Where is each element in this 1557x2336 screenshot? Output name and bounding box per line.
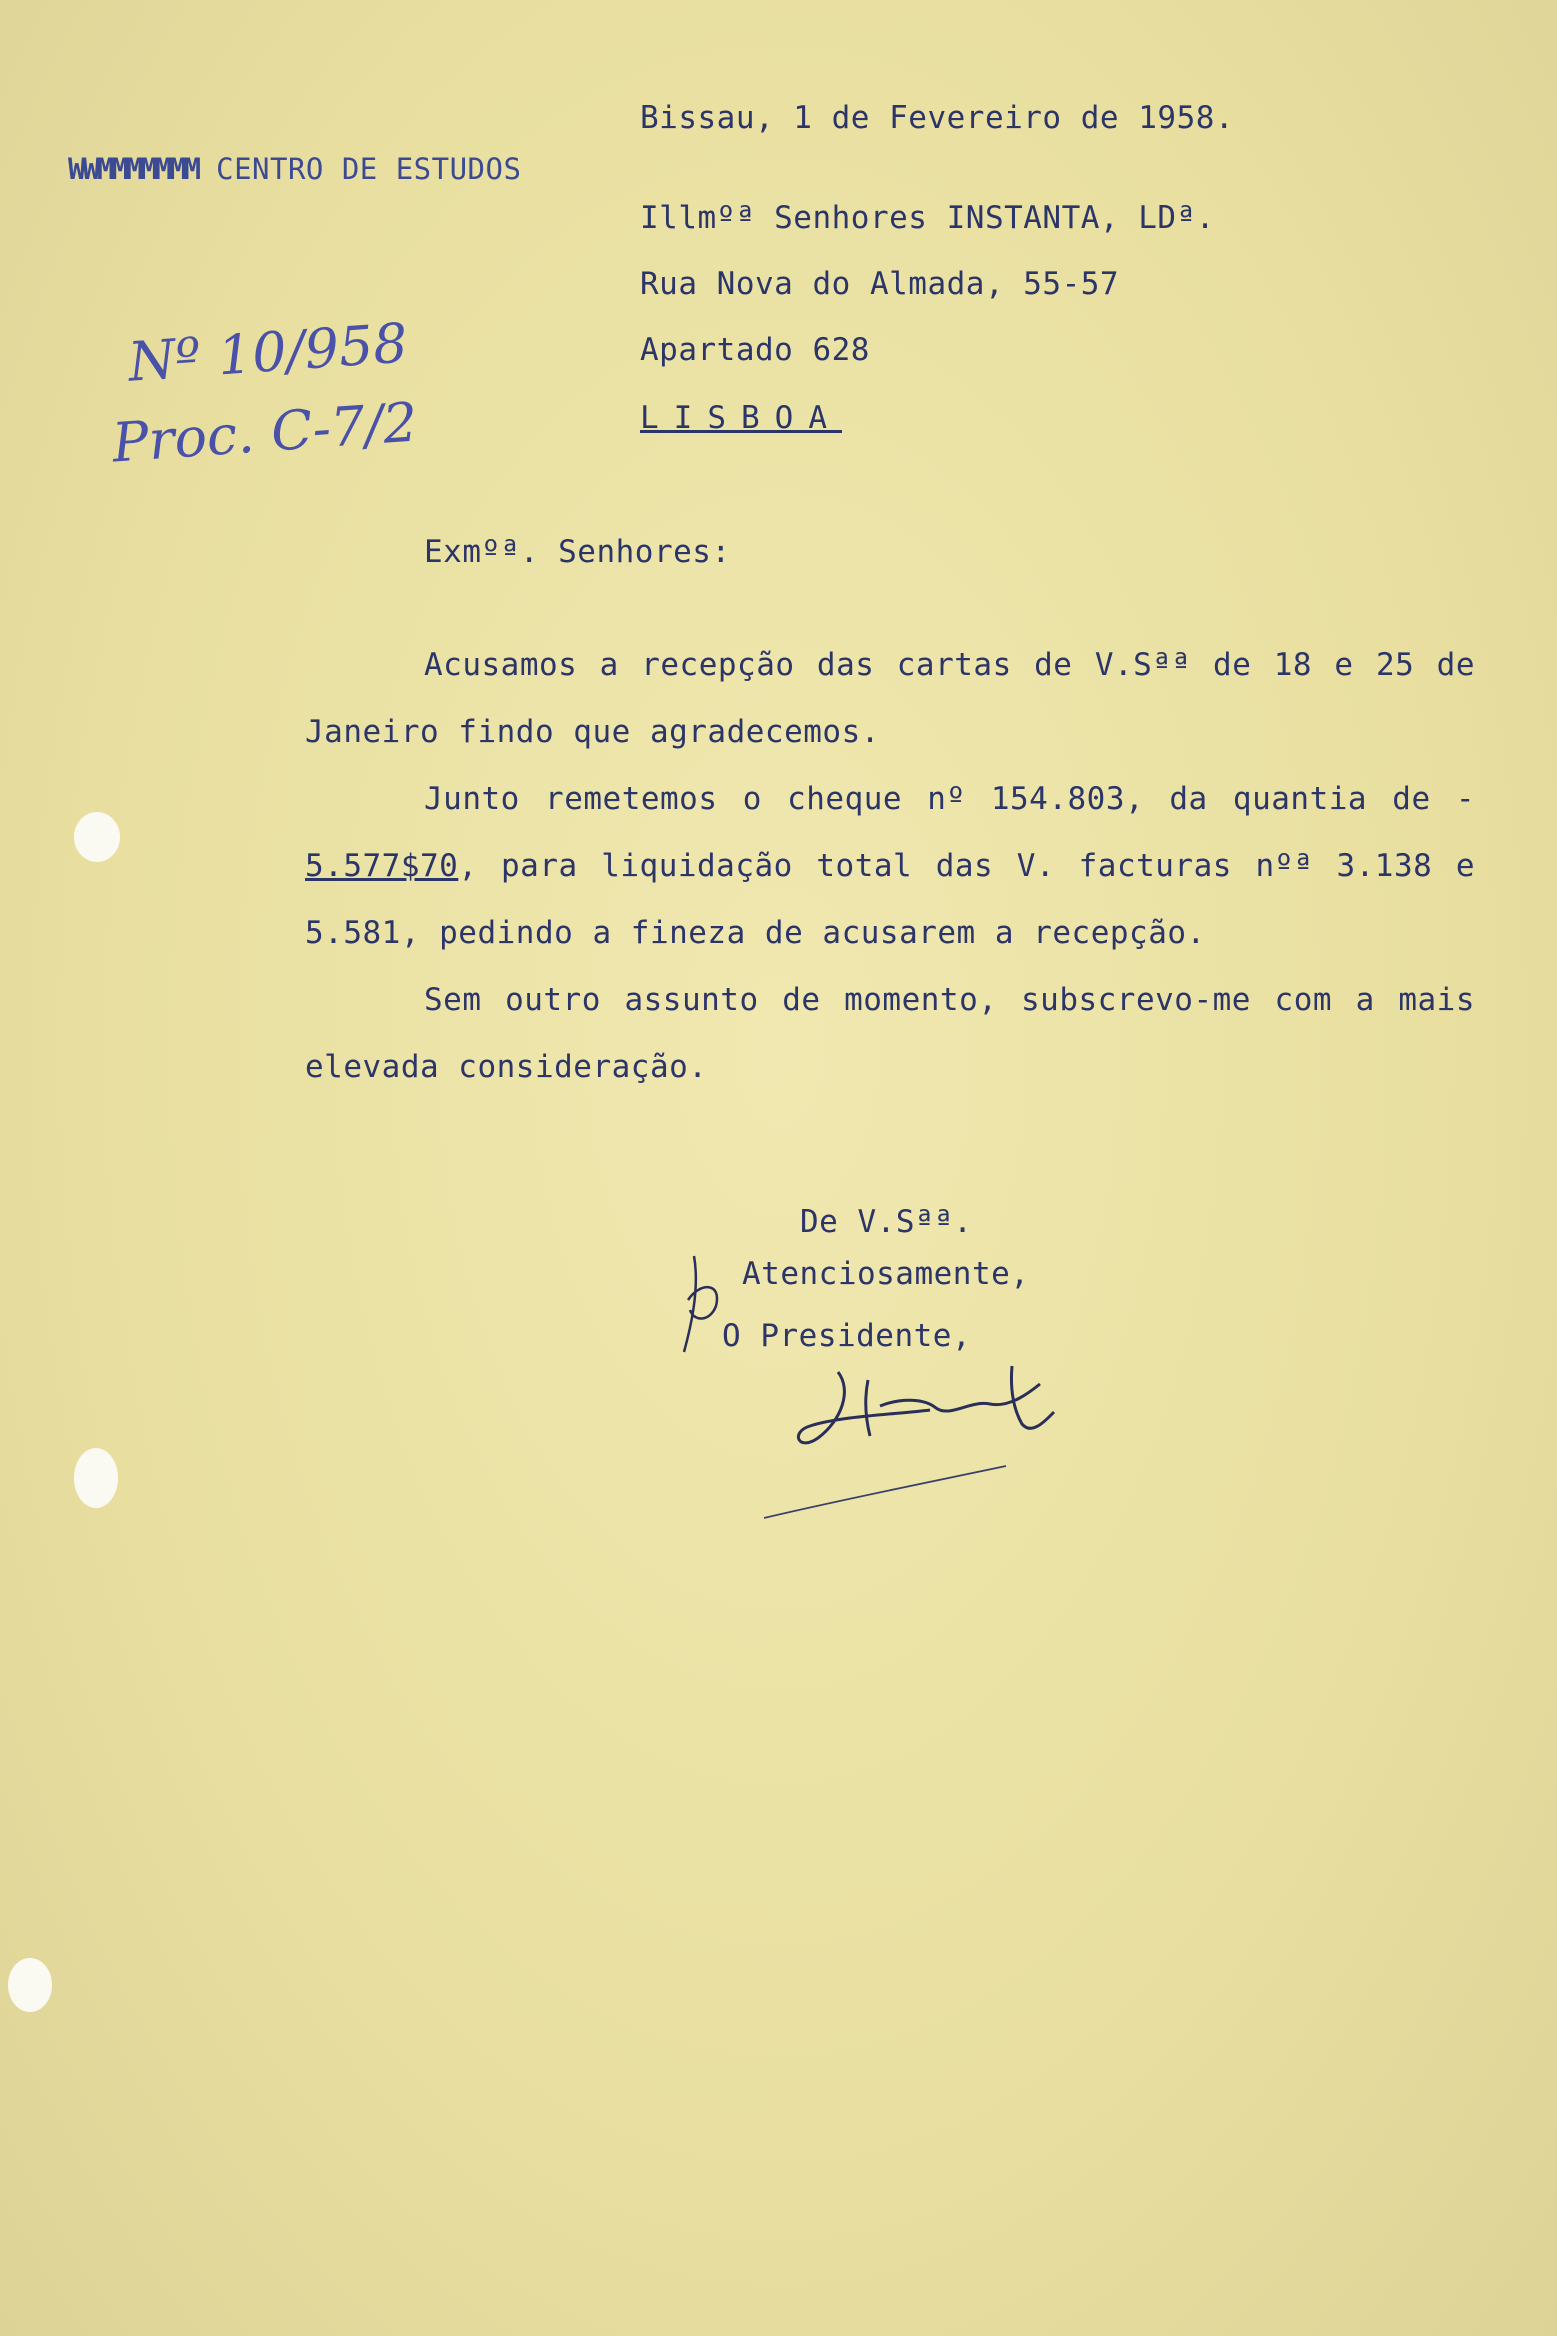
body-paragraph-1: Acusamos a recepção das cartas de V.Sªª de 18 e 25 de Janeiro findo que agradecemos.: [305, 647, 1475, 750]
body-paragraph-2-end: , para liquidação total das V. facturas nºª 3.138 e 5.581, pedindo a fineza de acusarem a recepção.: [305, 848, 1475, 951]
body-paragraph-3: Sem outro assunto de momento, subscrevo-me com a mais elevada consideração.: [305, 982, 1475, 1085]
handwritten-process-code: Proc. C-7/2: [110, 390, 420, 475]
recipient-line-3: Apartado 628: [640, 332, 870, 368]
po-initials-mark: [684, 1256, 717, 1352]
salutation: Exmºª. Senhores:: [424, 534, 731, 570]
recipient-line-2: Rua Nova do Almada, 55-57: [640, 266, 1120, 302]
signature-underline: [764, 1466, 1006, 1518]
recipient-city: LISBOA: [640, 400, 842, 436]
signature-mark: [798, 1366, 1054, 1443]
closing-line-2: Atenciosamente,: [742, 1256, 1030, 1292]
letterhead-organization: CENTRO DE ESTUDOS: [216, 152, 522, 186]
closing-line-1: De V.Sªª.: [800, 1204, 973, 1240]
recipient-line-1: Illmºª Senhores INSTANTA, LDª.: [640, 200, 1215, 236]
closing-line-3: O Presidente,: [722, 1318, 972, 1354]
date-line: Bissau, 1 de Fevereiro de 1958.: [640, 100, 1235, 136]
body-paragraph-2-start: Junto remetemos o cheque nº 154.803, da quantia de -: [424, 781, 1475, 817]
handwritten-reference-number: Nº 10/958: [126, 311, 410, 394]
letterhead-struck-text: WWMMMMMMM: [68, 152, 199, 186]
cheque-amount: 5.577$70: [305, 848, 459, 884]
